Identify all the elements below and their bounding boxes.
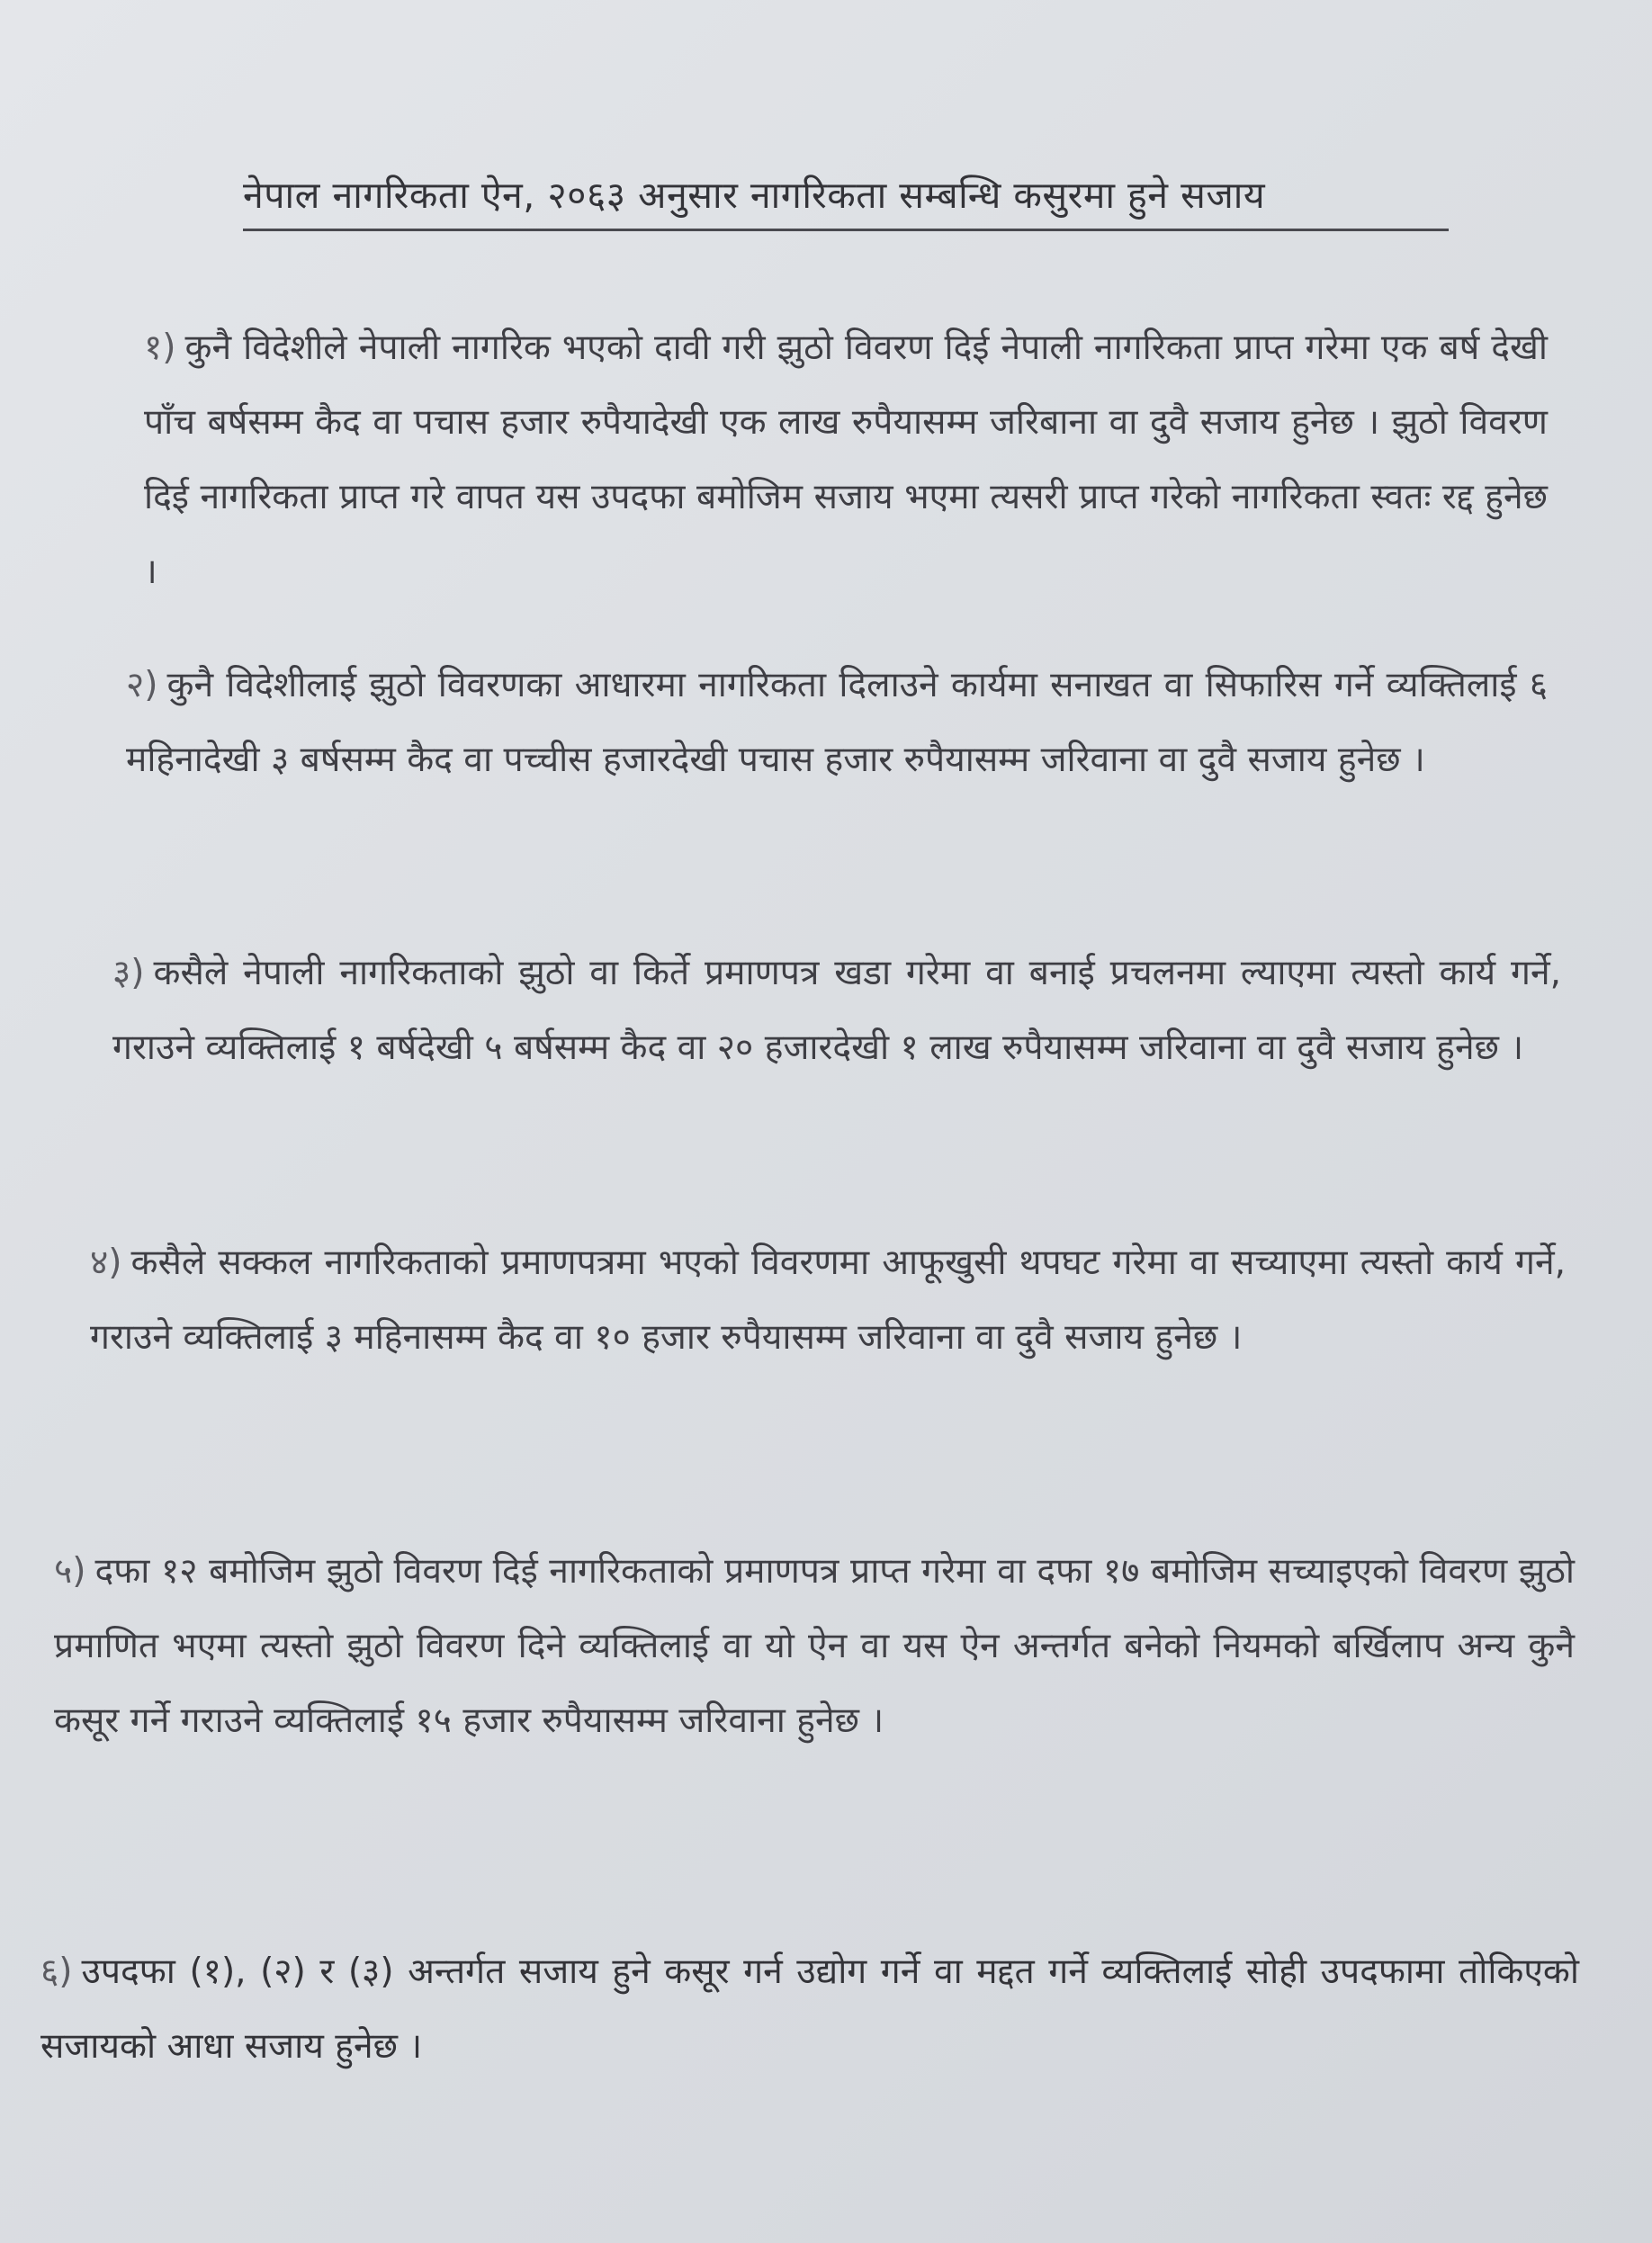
clause-2: [126, 648, 1548, 797]
clause-text: कसैले नेपाली नागरिकताको झुठो वा किर्ते प्रमाणपत्र खडा गरेमा वा बनाई प्रचलनमा ल्याएमा त्यस्तो कार्य गर्ने, गराउने व्यक्तिलाई १ बर्षदेखी ५ बर्षसम्म कैद वा २० हजारदेखी १ लाख रुपैयासम्म जरिवाना वा दुवै सजाय हुनेछ ।: [112, 953, 1561, 1068]
clause-3: [112, 936, 1561, 1085]
clause-number: ६): [40, 1951, 73, 1992]
clause-text: दफा १२ बमोजिम झुठो विवरण दिई नागरिकताको प्रमाणपत्र प्राप्त गरेमा वा दफा १७ बमोजिम सच्याइएको विवरण झुठो प्रमाणित भएमा त्यस्तो झुठो विवरण दिने व्यक्तिलाई वा यो ऐन वा यस ऐन अन्तर्गत बनेको नियमको बर्खिलाप अन्य कुनै कसूर गर्ने गराउने व्यक्तिलाई १५ हजार रुपैयासम्म जरिवाना हुनेछ ।: [54, 1551, 1575, 1741]
clause-text: कसैले सक्कल नागरिकताको प्रमाणपत्रमा भएको विवरणमा आफूखुसी थपघट गरेमा वा सच्याएमा त्यस्तो कार्य गर्ने, गराउने व्यक्तिलाई ३ महिनासम्म कैद वा १० हजार रुपैयासम्म जरिवाना वा दुवै सजाय हुनेछ ।: [90, 1243, 1566, 1358]
clause-6: [40, 1934, 1579, 2084]
clause-text: कुनै विदेशीलाई झुठो विवरणका आधारमा नागरिकता दिलाउने कार्यमा सनाखत वा सिफारिस गर्ने व्यक्तिलाई ६ महिनादेखी ३ बर्षसम्म कैद वा पच्चीस हजारदेखी पचास हजार रुपैयासम्म जरिवाना वा दुवै सजाय हुनेछ ।: [126, 665, 1548, 780]
clause-1: [144, 310, 1548, 609]
clause-4: [90, 1225, 1566, 1375]
clause-5: [54, 1534, 1575, 1758]
clause-number: २): [126, 665, 158, 705]
clause-number: ३): [112, 953, 145, 993]
clause-number: १): [144, 327, 176, 368]
clause-number: ४): [90, 1243, 122, 1283]
clause-text: उपदफा (१), (२) र (३) अन्तर्गत सजाय हुने कसूर गर्न उद्योग गर्ने वा मद्दत गर्ने व्यक्तिलाई सोही उपदफामा तोकिएको सजायको आधा सजाय हुनेछ ।: [40, 1951, 1579, 2067]
document-title: नेपाल नागरिकता ऐन, २०६३ अनुसार नागरिकता सम्बन्धि कसुरमा हुने सजाय: [243, 169, 1449, 231]
clause-number: ५): [54, 1551, 86, 1592]
clause-text: कुनै विदेशीले नेपाली नागरिक भएको दावी गरी झुठो विवरण दिई नेपाली नागरिकता प्राप्त गरेमा एक बर्ष देखी पाँच बर्षसम्म कैद वा पचास हजार रुपैयादेखी एक लाख रुपैयासम्म जरिबाना वा दुवै सजाय हुनेछ । झुठो विवरण दिई नागरिकता प्राप्त गरे वापत यस उपदफा बमोजिम सजाय भएमा त्यसरी प्राप्त गरेको नागरिकता स्वतः रद्द हुनेछ ।: [144, 327, 1548, 592]
